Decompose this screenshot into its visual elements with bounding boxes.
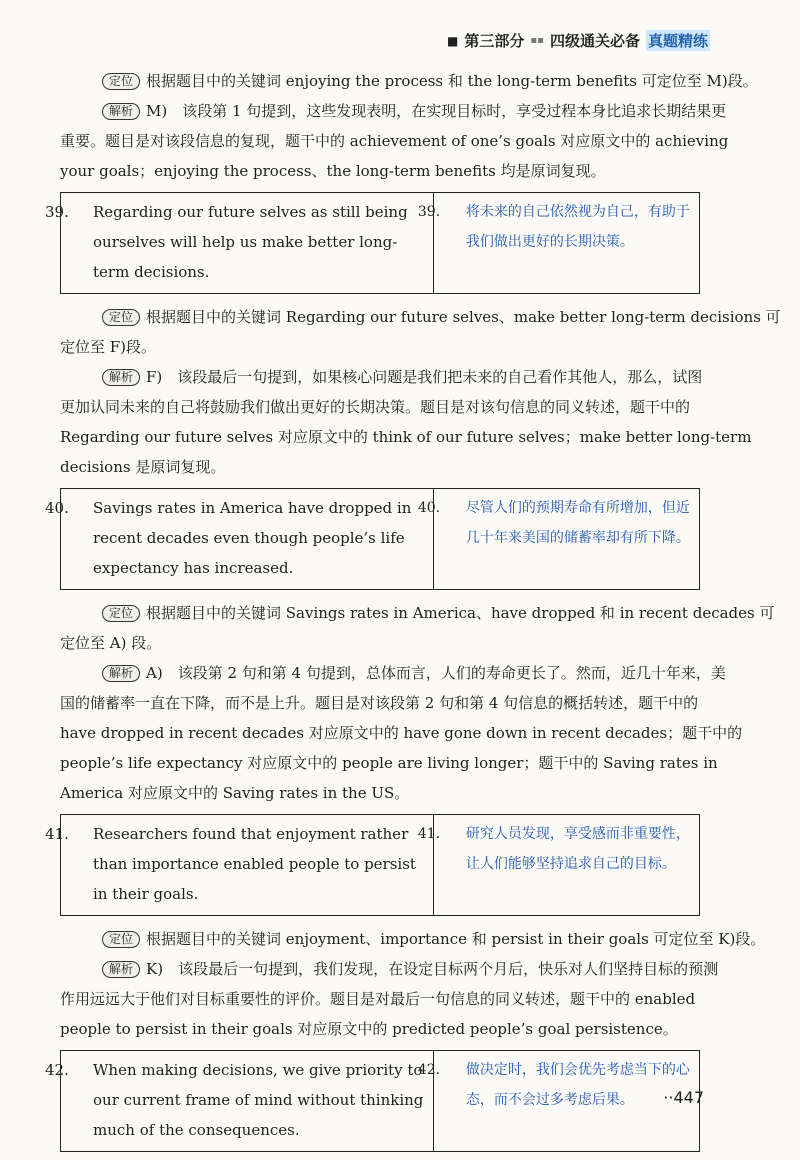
text-line: [60, 156, 700, 186]
page-content: [45, 66, 781, 1160]
text-line: [60, 66, 758, 96]
text-line: [60, 688, 700, 718]
text-line: [60, 392, 700, 422]
line-text: 根据题目中的关键词 Regarding our future selves、make better long-term decisions 可: [146, 308, 781, 326]
question-box: [45, 488, 700, 590]
line-text: 重要。题目是对该段信息的复现，题干中的 achievement of one’s goals 对应原文中的 achieving: [60, 132, 729, 150]
page-number: ··447: [663, 1088, 704, 1107]
line-text: 更加认同未来的自己将鼓励我们做出更好的长期决策。题目是对该句信息的同义转述，题干中的: [60, 398, 691, 416]
locate-tag: 定位: [102, 931, 140, 948]
analysis-tag: 解析: [102, 369, 140, 386]
book-icon: ■: [447, 33, 459, 48]
text-line: [60, 748, 718, 778]
locate-tag: 定位: [102, 73, 140, 90]
text-line: [60, 1014, 700, 1044]
line-text: have dropped in recent decades 对应原文中的 have gone down in recent decades；题干中的: [60, 724, 743, 742]
question-english-text: Regarding our future selves as still being ourselves will help us make better long-term decisions.: [93, 203, 408, 281]
text-line: [60, 718, 743, 748]
line-text: K) 该段最后一句提到，我们发现，在设定目标两个月后，快乐对人们坚持目标的预测: [146, 960, 719, 978]
question-english: [45, 1051, 434, 1152]
question-number-zh: 42.: [417, 1062, 441, 1078]
text-line: [60, 984, 700, 1014]
text-line: [60, 302, 781, 332]
header-separator: ▪▪: [530, 35, 544, 46]
text-line: [60, 954, 719, 984]
question-number: 42.: [45, 1061, 69, 1079]
line-text: 根据题目中的关键词 enjoying the process 和 the long-term benefits 可定位至 M)段。: [146, 72, 758, 90]
question-english: [45, 193, 434, 294]
text-line: [60, 96, 727, 126]
line-text: A) 该段第 2 句和第 4 句提到，总体而言，人们的寿命更长了。然而，近几十年来，美: [146, 664, 726, 682]
line-text: decisions 是原词复现。: [60, 458, 226, 476]
text-line: [60, 452, 700, 482]
question-number-zh: 40.: [417, 500, 441, 516]
line-text: 作用远远大于他们对目标重要性的评价。题目是对最后一句信息的同义转述，题干中的 enabled: [60, 990, 696, 1008]
analysis-tag: 解析: [102, 665, 140, 682]
question-number: 40.: [45, 499, 69, 517]
question-chinese-text: 尽管人们的预期寿命有所增加，但近几十年来美国的储蓄率却有所下降。: [465, 500, 690, 546]
question-number: 41.: [45, 825, 69, 843]
text-line: [60, 658, 726, 688]
line-text: F) 该段最后一句提到，如果核心问题是我们把未来的自己看作其他人，那么，试图: [146, 368, 703, 386]
question-english: [45, 815, 434, 916]
line-text: people to persist in their goals 对应原文中的 predicted people’s goal persistence。: [60, 1020, 678, 1038]
locate-tag: 定位: [102, 309, 140, 326]
analysis-tag: 解析: [102, 103, 140, 120]
question-box: [45, 814, 700, 916]
line-text: America 对应原文中的 Saving rates in the US。: [60, 784, 410, 802]
question-box: [45, 192, 700, 294]
question-chinese-text: 研究人员发现，享受感而非重要性，让人们能够坚持追求自己的目标。: [465, 826, 690, 872]
question-number-zh: 41.: [417, 826, 441, 842]
question-chinese: [417, 815, 699, 916]
text-line: [60, 332, 700, 362]
line-text: 定位至 F)段。: [60, 338, 157, 356]
locate-tag: 定位: [102, 605, 140, 622]
header-highlight: 真题精练: [647, 32, 708, 50]
question-english: [45, 489, 434, 590]
text-line: [60, 924, 766, 954]
text-line: [60, 126, 729, 156]
line-text: 定位至 A) 段。: [60, 634, 162, 652]
question-chinese-text: 做决定时，我们会优先考虑当下的心态，而不会过多考虑后果。: [465, 1062, 690, 1108]
question-english-text: When making decisions, we give priority to our current frame of mind without thinking much of the consequences.: [93, 1061, 424, 1139]
question-chinese: [417, 1051, 699, 1152]
header-prefix: 第三部分: [464, 32, 525, 50]
analysis-tag: 解析: [102, 961, 140, 978]
line-text: your goals；enjoying the process、the long-term benefits 均是原词复现。: [60, 162, 606, 180]
text-line: [60, 422, 752, 452]
question-number-zh: 39.: [417, 204, 441, 220]
question-number: 39.: [45, 203, 69, 221]
line-text: 国的储蓄率一直在下降，而不是上升。题目是对该段第 2 句和第 4 句信息的概括转述，题干中的: [60, 694, 699, 712]
question-box: [45, 1050, 700, 1152]
question-english-text: Savings rates in America have dropped in recent decades even though people’s life expectancy has increased.: [93, 499, 412, 577]
text-line: [60, 628, 700, 658]
text-line: [60, 598, 775, 628]
line-text: Regarding our future selves 对应原文中的 think of our future selves；make better long-term: [60, 428, 752, 446]
question-english-text: Researchers found that enjoyment rather than importance enabled people to persist in their goals.: [93, 825, 416, 903]
text-line: [60, 778, 700, 808]
question-chinese: [417, 193, 699, 294]
line-text: M) 该段第 1 句提到，这些发现表明，在实现目标时，享受过程本身比追求长期结果更: [146, 102, 727, 120]
line-text: 根据题目中的关键词 Savings rates in America、have dropped 和 in recent decades 可: [146, 604, 775, 622]
question-chinese: [417, 489, 699, 590]
header-section: 四级通关必备: [549, 32, 640, 50]
line-text: 根据题目中的关键词 enjoyment、importance 和 persist in their goals 可定位至 K)段。: [146, 930, 766, 948]
line-text: people’s life expectancy 对应原文中的 people are living longer；题干中的 Saving rates in: [60, 754, 718, 772]
page-header: [447, 30, 710, 51]
question-chinese-text: 将未来的自己依然视为自己，有助于我们做出更好的长期决策。: [465, 204, 690, 250]
text-line: [60, 362, 703, 392]
